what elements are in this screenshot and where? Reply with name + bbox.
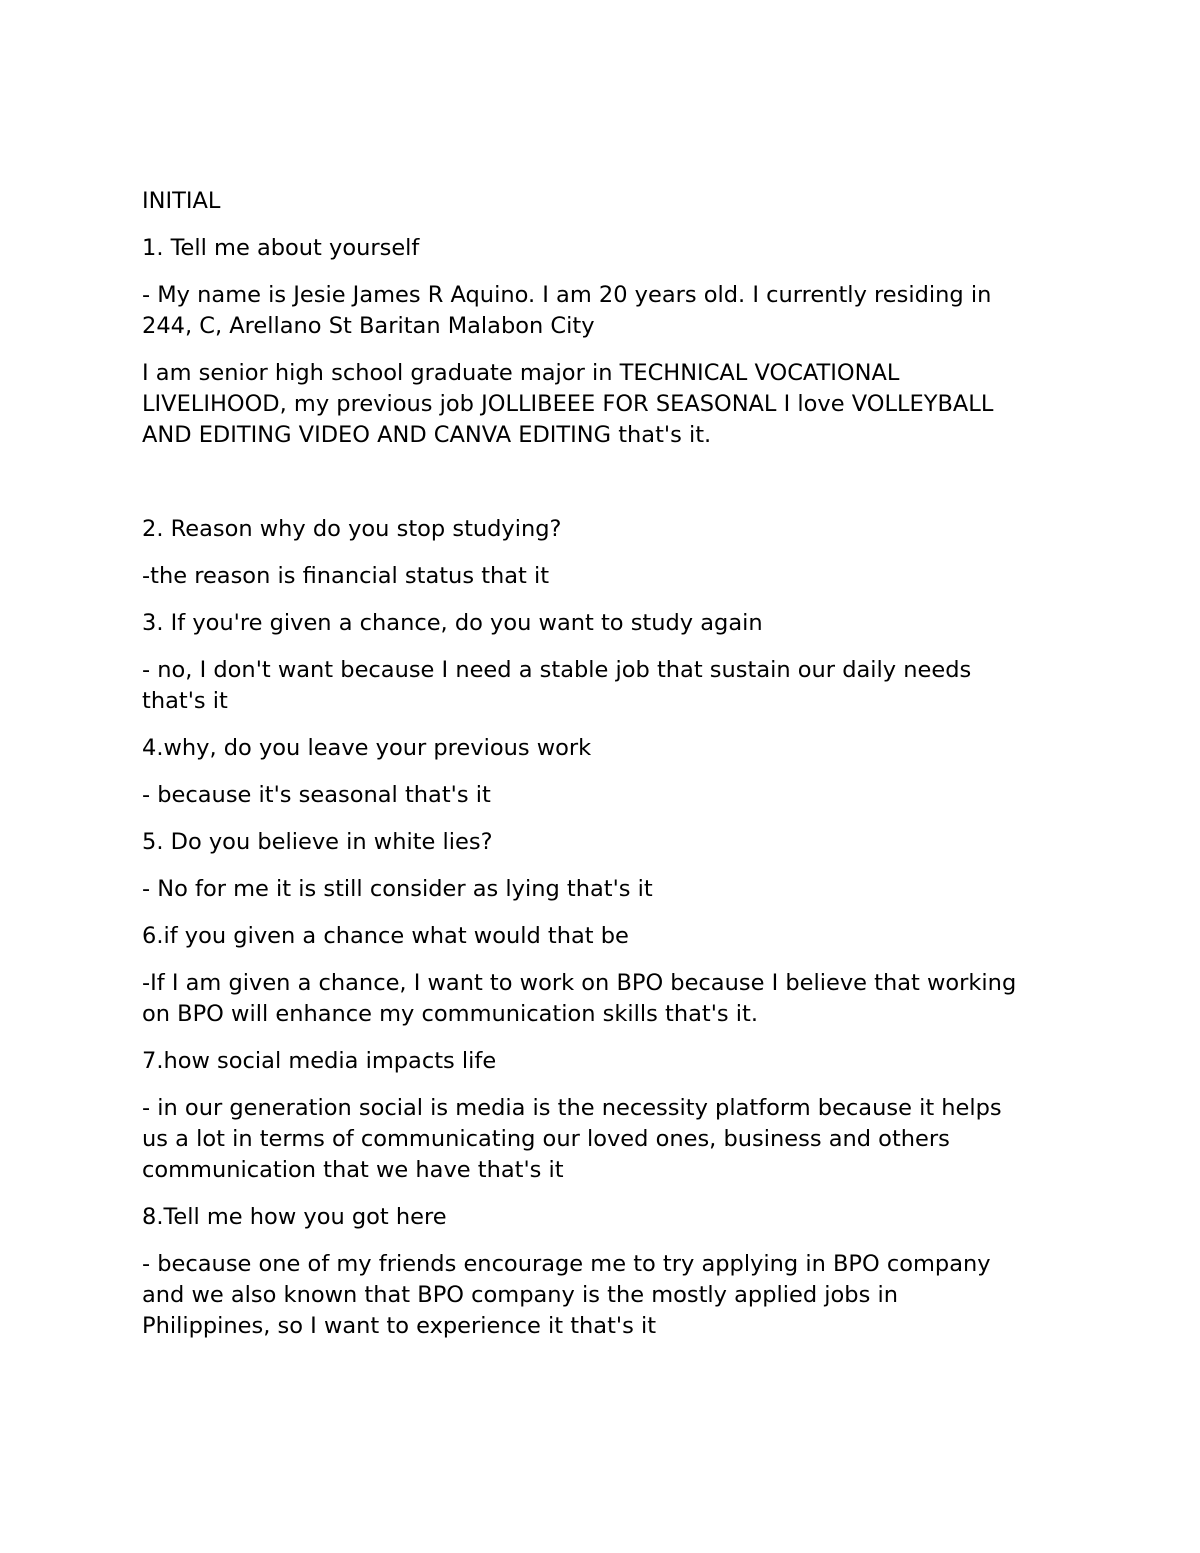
question-8: 8.Tell me how you got here	[142, 1204, 447, 1230]
document-heading: INITIAL	[142, 188, 221, 214]
answer-1-part-2: I am senior high school graduate major in TECHNICAL VOCATIONAL LIVELIHOOD, my previous job JOLLIBEEE FOR SEASONAL I love VOLLEYBALL AND EDITING VIDEO AND CANVA EDITING that's it.	[142, 360, 994, 448]
question-6: 6.if you given a chance what would that be	[142, 923, 629, 949]
blank-line	[142, 467, 1072, 514]
question-1: 1. Tell me about yourself	[142, 235, 420, 261]
document-body	[142, 186, 1072, 1358]
answer-8: - because one of my friends encourage me to try applying in BPO company and we also known that BPO company is the mostly applied jobs in Philippines, so I want to experience it that's it	[142, 1251, 991, 1339]
answer-3: - no, I don't want because I need a stable job that sustain our daily needs that's it	[142, 657, 972, 714]
answer-7: - in our generation social is media is the necessity platform because it helps us a lot in terms of communicating our loved ones, business and others communication that we have that's it	[142, 1095, 1002, 1183]
question-7: 7.how social media impacts life	[142, 1048, 497, 1074]
answer-5: - No for me it is still consider as lying that's it	[142, 876, 653, 902]
question-5: 5. Do you believe in white lies?	[142, 829, 493, 855]
answer-6: -If I am given a chance, I want to work on BPO because I believe that working on BPO will enhance my communication skills that's it.	[142, 970, 1017, 1027]
answer-4: - because it's seasonal that's it	[142, 782, 491, 808]
answer-2: -the reason is financial status that it	[142, 563, 550, 589]
question-4: 4.why, do you leave your previous work	[142, 735, 592, 761]
question-3: 3. If you're given a chance, do you want to study again	[142, 610, 763, 636]
question-2: 2. Reason why do you stop studying?	[142, 516, 562, 542]
answer-1-part-1: - My name is Jesie James R Aquino. I am 20 years old. I currently residing in 244, C, Arellano St Baritan Malabon City	[142, 282, 992, 339]
